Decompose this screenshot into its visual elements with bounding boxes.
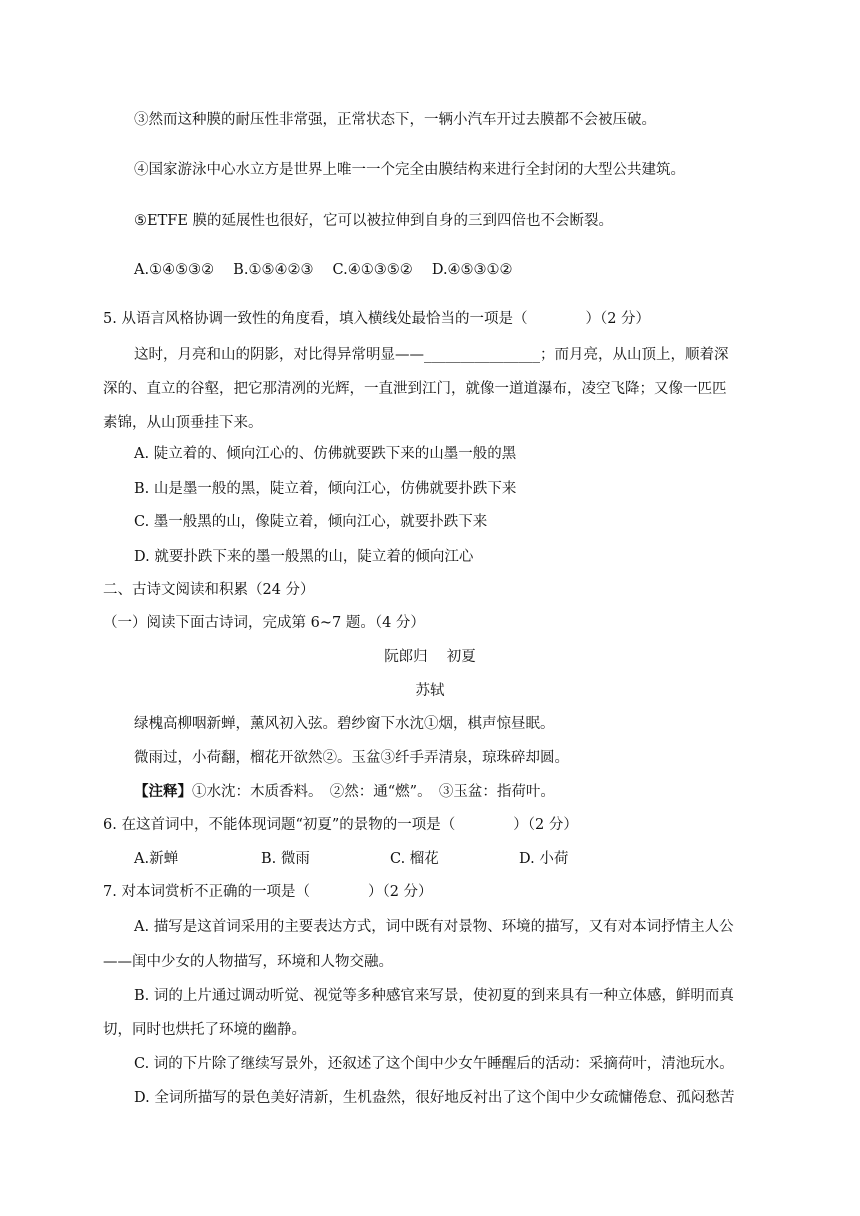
q7-option-b-line-2: 切，同时也烘托了环境的幽静。	[103, 1022, 306, 1038]
q7-option-d-line-1: D. 全词所描写的景色美好清新，生机盎然，很好地反衬出了这个闺中少女疏慵倦怠、孤闷愁苦	[134, 1090, 735, 1106]
notes-text: ①水沈：木质香料。 ②然：通“燃”。 ③玉盆：指荷叶。	[192, 784, 555, 800]
q6-option-a: A.新蝉	[134, 851, 179, 867]
q5-option-c: C. 墨一般黑的山，像陡立着，倾向江心，就要扑跌下来	[134, 514, 488, 530]
q4-item-5: ⑤ETFE 膜的延展性也很好，它可以被拉伸到自身的三到四倍也不会断裂。	[134, 213, 614, 229]
notes-label: 【注释】	[134, 783, 192, 800]
q5-option-b: B. 山是墨一般的黑，陡立着，倾向江心，仿佛就要扑跌下来	[134, 481, 517, 497]
poem-notes	[134, 782, 555, 802]
poem-line-2: 微雨过，小荷翻，榴花开欲然②。玉盆③纤手弄清泉，琼珠碎却圆。	[134, 750, 569, 766]
q6-option-c: C. 榴花	[390, 851, 439, 867]
q4-options: A.①④⑤③② B.①⑤④②③ C.④①③⑤② D.④⑤③①②	[134, 262, 513, 278]
poem-author: 苏轼	[415, 683, 445, 699]
section-heading: 二、古诗文阅读和积累（24 分）	[103, 582, 315, 598]
q6-stem: 6. 在这首词中，不能体现词题“初夏”的景物的一项是（ ）（2 分）	[103, 817, 578, 833]
q5-option-d: D. 就要扑跌下来的墨一般黑的山，陡立着的倾向江心	[134, 549, 474, 565]
poem-title: 阮郎归 初夏	[384, 649, 476, 665]
q5-passage-line-1: 这时，月亮和山的阴影，对比得异常明显——________________；而月亮，从山顶上，顺着深	[134, 347, 729, 363]
q5-passage-line-3: 素锦，从山顶垂挂下来。	[103, 415, 263, 431]
q6-option-b: B. 微雨	[261, 851, 310, 867]
q4-item-3: ③然而这种膜的耐压性非常强，正常状态下，一辆小汽车开过去膜都不会被压破。	[134, 112, 656, 128]
q4-item-4: ④国家游泳中心水立方是世界上唯一一个完全由膜结构来进行全封闭的大型公共建筑。	[134, 162, 685, 178]
part-heading: （一）阅读下面古诗词，完成第 6~7 题。（4 分）	[103, 615, 425, 631]
q7-option-a-line-2: ——闺中少女的人物描写，环境和人物交融。	[103, 954, 393, 970]
q7-stem: 7. 对本词赏析不正确的一项是（ ）（2 分）	[103, 884, 433, 900]
q7-option-b-line-1: B. 词的上片通过调动听觉、视觉等多种感官来写景，使初夏的到来具有一种立体感，鲜明而真	[134, 988, 734, 1004]
q5-stem: 5. 从语言风格协调一致性的角度看，填入横线处最恰当的一项是（ ）（2 分）	[103, 311, 651, 327]
poem-line-1: 绿槐高柳咽新蝉，薰风初入弦。碧纱窗下水沈①烟，棋声惊昼眠。	[134, 716, 555, 732]
q7-option-c: C. 词的下片除了继续写景外，还叙述了这个闺中少女午睡醒后的活动：采摘荷叶，清池玩水。	[134, 1056, 734, 1072]
q5-passage-line-2: 深的、直立的谷壑，把它那清冽的光辉，一直泄到江门，就像一道道瀑布，凌空飞降；又像一匹匹	[103, 381, 727, 397]
q7-option-a-line-1: A. 描写是这首词采用的主要表达方式，词中既有对景物、环境的描写，又有对本词抒情主人公	[134, 919, 734, 935]
q5-option-a: A. 陡立着的、倾向江心的、仿佛就要跌下来的山墨一般的黑	[134, 446, 517, 462]
q6-option-d: D. 小荷	[519, 851, 569, 867]
